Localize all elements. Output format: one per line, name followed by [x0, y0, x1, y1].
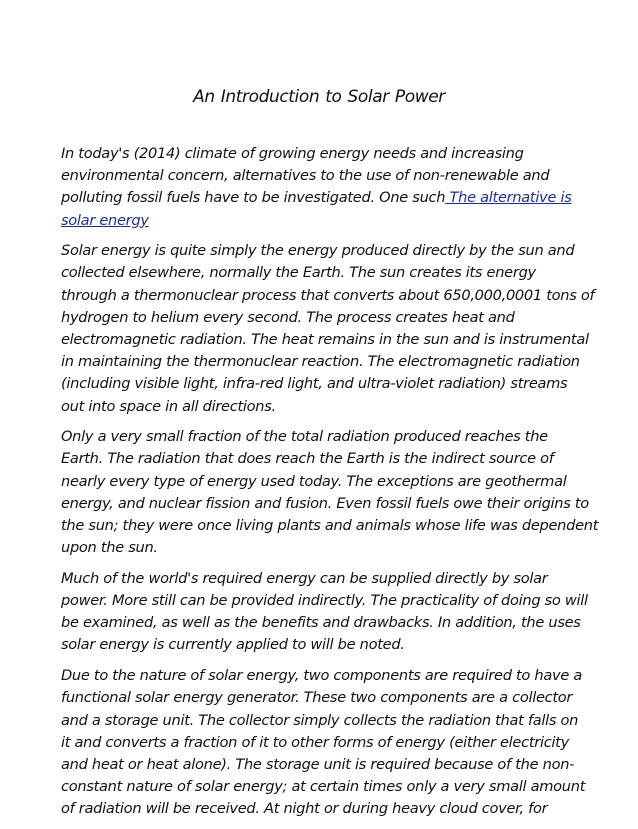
- text-line: of radiation will be received. At night or during heavy cloud cover, for: [61, 800, 548, 818]
- paragraph-radiation-reaching-earth: [61, 426, 599, 559]
- solar-energy-link[interactable]: The alternative is: [445, 189, 572, 207]
- document-title: An Introduction to Solar Power: [193, 87, 445, 107]
- text-line: through a thermonuclear process that converts about 650,000,0001 tons of: [61, 286, 595, 304]
- text-line: environmental concern, alternatives to the use of non-renewable and: [61, 167, 550, 185]
- intro-paragraph: [61, 143, 583, 232]
- document-body: [61, 143, 599, 829]
- text-line: electromagnetic radiation. The heat remains in the sun and is instrumental: [61, 331, 589, 348]
- text-line: the sun; they were once living plants and animals whose life was dependent: [61, 517, 599, 534]
- text-segment: polluting fossil fuels have to be investigated. One such: [61, 189, 446, 207]
- text-line: energy, and nuclear fission and fusion. Even fossil fuels owe their origins to: [61, 494, 589, 512]
- text-line: (including visible light, infra-red light, and ultra-violet radiation) streams: [61, 375, 568, 393]
- text-line: Due to the nature of solar energy, two components are required to have a: [61, 667, 582, 685]
- text-line: hydrogen to helium every second. The process creates heat and: [61, 308, 515, 326]
- text-line: Earth. The radiation that does reach the Earth is the indirect source of: [61, 450, 554, 468]
- paragraph-collector-storage: [61, 665, 586, 820]
- text-line: Solar energy is quite simply the energy produced directly by the sun and: [61, 242, 575, 260]
- text-line: [61, 210, 583, 232]
- paragraph-world-energy-supply: [61, 568, 588, 657]
- text-line: be examined, as well as the benefits and drawbacks. In addition, the uses: [61, 614, 581, 632]
- text-line: [61, 187, 583, 209]
- text-line: In today's (2014) climate of growing energy needs and increasing: [61, 145, 524, 162]
- text-line: collected elsewhere, normally the Earth. The sun creates its energy: [61, 264, 536, 282]
- text-line: and a storage unit. The collector simply collects the radiation that falls on: [61, 711, 579, 729]
- text-line: out into space in all directions.: [61, 397, 276, 415]
- text-line: upon the sun.: [61, 539, 158, 557]
- paragraph-solar-energy-definition: [61, 240, 595, 418]
- text-line: it and converts a fraction of it to other forms of energy (either electricity: [61, 733, 569, 751]
- text-line: power. More still can be provided indirectly. The practicality of doing so will: [61, 592, 588, 610]
- text-line: Much of the world's required energy can be supplied directly by solar: [61, 569, 548, 587]
- text-line: and heat or heat alone). The storage unit is required because of the non-: [61, 755, 575, 773]
- text-line: functional solar energy generator. These two components are a collector: [61, 689, 573, 707]
- text-line: nearly every type of energy used today. The exceptions are geothermal: [61, 472, 567, 490]
- text-line: in maintaining the thermonuclear reaction. The electromagnetic radiation: [61, 353, 580, 371]
- text-line: Only a very small fraction of the total radiation produced reaches the: [61, 428, 548, 446]
- solar-energy-link-continued[interactable]: solar energy: [61, 211, 149, 229]
- text-line: solar energy is currently applied to will be noted.: [61, 636, 405, 654]
- text-line: constant nature of solar energy; at certain times only a very small amount: [61, 778, 586, 796]
